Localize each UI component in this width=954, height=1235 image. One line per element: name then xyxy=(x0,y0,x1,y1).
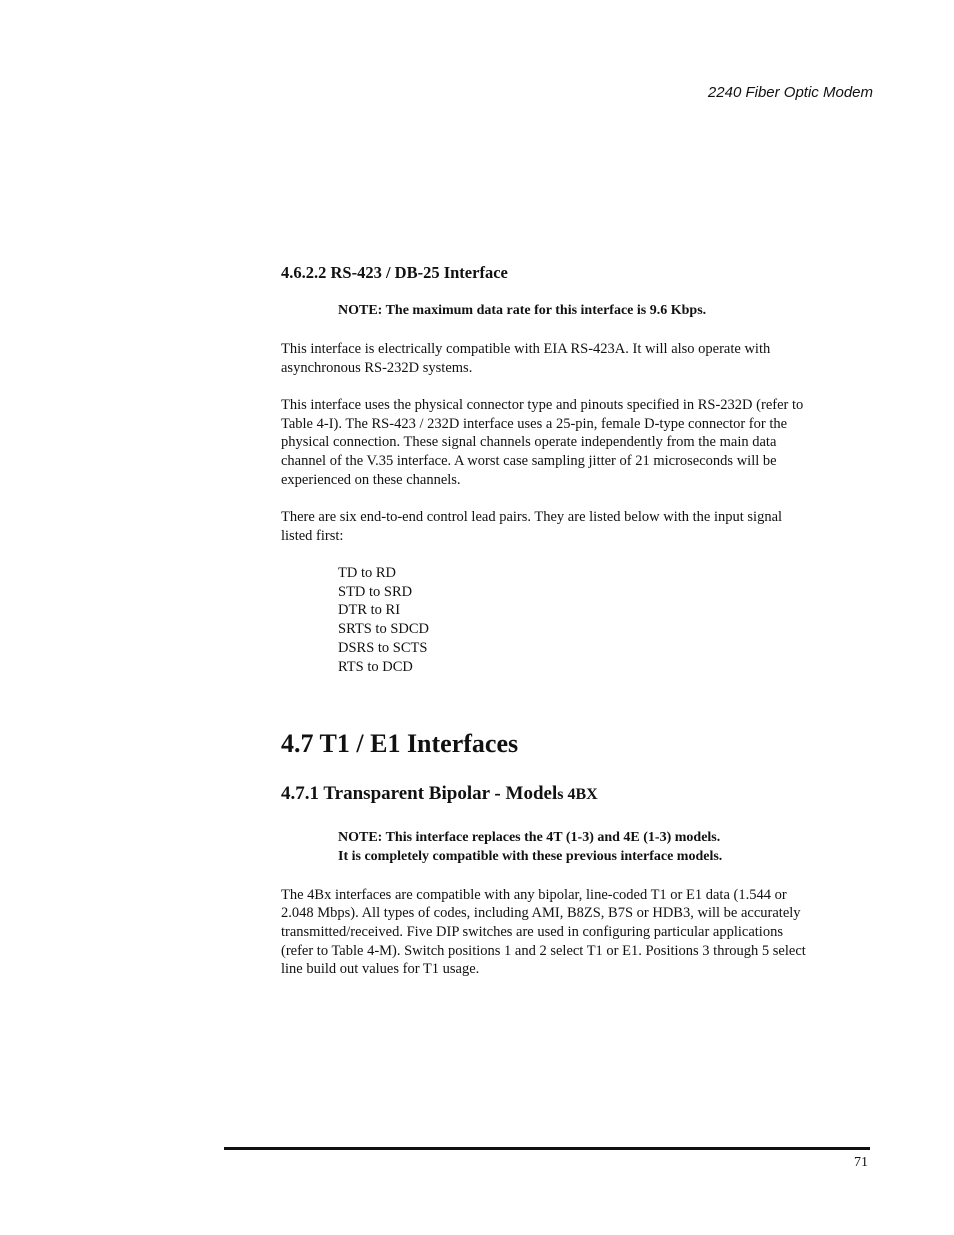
note-line-2: It is completely compatible with these previous interface models. xyxy=(338,848,723,864)
heading-main-text: 4.7.1 Transparent Bipolar - Model xyxy=(281,782,558,804)
section-heading-4-7: 4.7 T1 / E1 Interfaces xyxy=(281,728,519,758)
section-heading-4-7-1 xyxy=(281,782,806,807)
note-interface-replacement xyxy=(338,828,806,866)
heading-suffix-text: s 4BX xyxy=(557,785,598,803)
paragraph-connector: This interface uses the physical connector type and pinouts specified in RS-232D (refer to Table 4-I). The RS-423 / 232D interface uses a 25-pin, female D-type connector for the physical connection. These signal channels operate independently from the main data channel of the V.35 interface. A worst case sampling jitter of 21 microseconds will be experienced on these channels. xyxy=(281,396,804,488)
list-item: DTR to RI xyxy=(338,602,401,619)
note-max-data-rate: NOTE: The maximum data rate for this interface is 9.6 Kbps. xyxy=(338,303,707,318)
note-line-1: NOTE: This interface replaces the 4T (1-3) and 4E (1-3) models. xyxy=(338,829,721,845)
footer-rule xyxy=(224,1147,870,1150)
list-item: TD to RD xyxy=(338,564,396,581)
paragraph-4bx-description: The 4Bx interfaces are compatible with any bipolar, line-coded T1 or E1 data (1.544 or 2.048 Mbps). All types of codes, including AMI, B8ZS, B7S or HDB3, will be accurately transmitted/received. Five DIP switches are used in configuring particular applications (refer to Table 4-M). Switch positions 1 and 2 select T1 or E1. Positions 3 through 5 select line build out values for T1 usage. xyxy=(281,886,806,978)
section-heading-4-6-2-2: 4.6.2.2 RS-423 / DB-25 Interface xyxy=(281,263,508,282)
paragraph-lead-pairs-intro: There are six end-to-end control lead pairs. They are listed below with the input signal listed first: xyxy=(281,508,783,544)
lead-pairs-list xyxy=(338,564,806,677)
page-number: 71 xyxy=(854,1155,868,1170)
list-item: STD to SRD xyxy=(338,583,413,600)
running-header: 2240 Fiber Optic Modem xyxy=(707,84,873,101)
list-item: RTS to DCD xyxy=(338,658,413,675)
list-item: SRTS to SDCD xyxy=(338,621,429,638)
paragraph-compatibility: This interface is electrically compatible with EIA RS-423A. It will also operate with asynchronous RS-232D systems. xyxy=(281,341,771,376)
list-item: DSRS to SCTS xyxy=(338,640,428,657)
page-content xyxy=(281,263,806,998)
